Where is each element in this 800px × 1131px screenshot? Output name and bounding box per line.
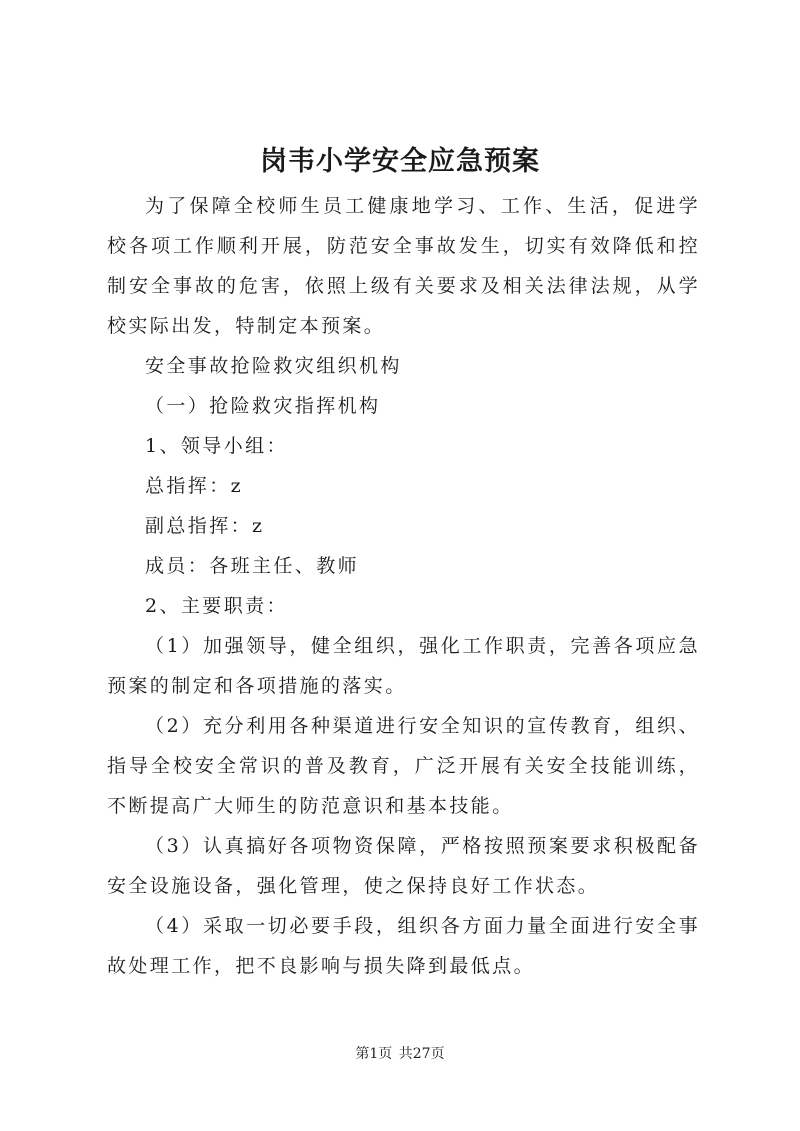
paragraph-leadership-group: 1、领导小组： (145, 435, 288, 457)
paragraph-main-duties: 2、主要职责： (145, 595, 288, 617)
paragraph-commander: 总指挥：z (145, 475, 244, 497)
paragraph-section-heading: 安全事故抢险救灾组织机构 (145, 355, 402, 377)
document-body (107, 186, 700, 986)
paragraph-members: 成员：各班主任、教师 (145, 555, 360, 577)
page-total: 共27页 (398, 1046, 445, 1062)
paragraph-intro: 为了保障全校师生员工健康地学习、工作、生活，促进学校各项工作顺利开展，防范安全事故发生，切实有效降低和控制安全事故的危害，依照上级有关要求及相关法律法规，从学校实际出发，特制定本预案。 (107, 195, 700, 337)
paragraph-duty-4: （4）采取一切必要手段，组织各方面力量全面进行安全事故处理工作，把不良影响与损失降到最低点。 (107, 915, 700, 977)
paragraph-subsection-heading: （一）抢险救灾指挥机构 (145, 395, 381, 417)
paragraph-deputy-commander: 副总指挥：z (145, 515, 265, 537)
paragraph-duty-3: （3）认真搞好各项物资保障，严格按照预案要求积极配备安全设施设备，强化管理，使之保持良好工作状态。 (107, 835, 700, 897)
document-title: 岗韦小学安全应急预案 (260, 146, 540, 177)
page-footer (0, 1044, 800, 1064)
page-number: 第1页 (355, 1046, 393, 1062)
paragraph-duty-2: （2）充分利用各种渠道进行安全知识的宣传教育，组织、指导全校安全常识的普及教育，广泛开展有关安全技能训练，不断提高广大师生的防范意识和基本技能。 (107, 715, 700, 817)
paragraph-duty-1: （1）加强领导，健全组织，强化工作职责，完善各项应急预案的制定和各项措施的落实。 (107, 635, 700, 697)
